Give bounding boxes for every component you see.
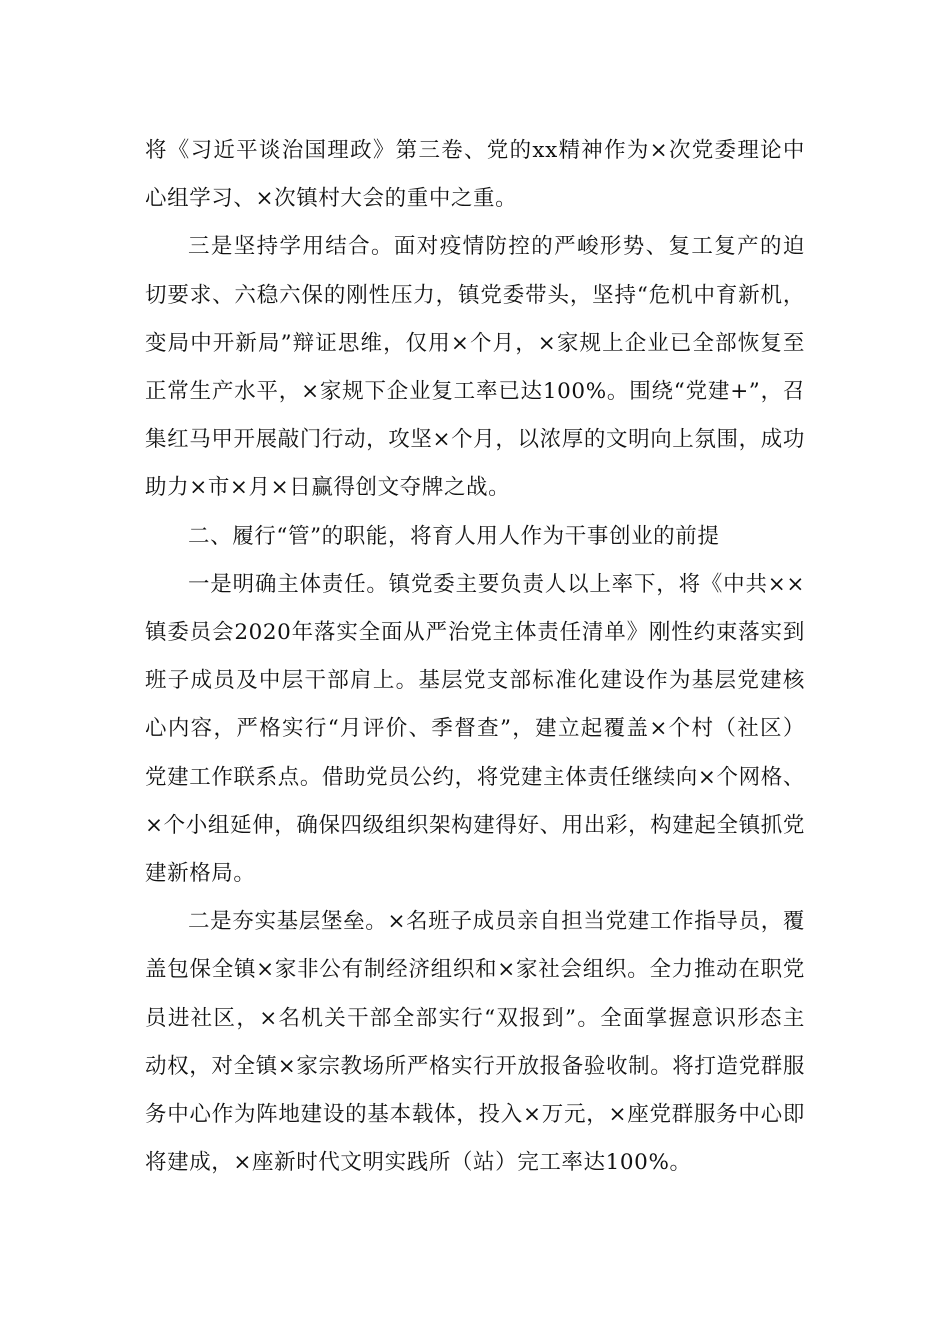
paragraph-grassroots-fortress: 二是夯实基层堡垒。×名班子成员亲自担当党建工作指导员，覆盖包保全镇×家非公有制经济组织和×家社会组织。全力推动在职党员进社区，×名机关干部全部实行“双报到”。全面掌握意识形态主动权，对全镇×家宗教场所严格实行开放报备验收制。将打造党群服务中心作为阵地建设的基本载体，投入×万元，×座党群服务中心即将建成，×座新时代文明实践所（站）完工率达100%。 bbox=[145, 909, 805, 1176]
paragraph-main-responsibility: 一是明确主体责任。镇党委主要负责人以上率下，将《中共××镇委员会2020年落实全面从严治党主体责任清单》刚性约束落实到班子成员及中层干部肩上。基层党支部标准化建设作为基层党建核心内容，严格实行“月评价、季督查”，建立起覆盖×个村（社区）党建工作联系点。借助党员公约，将党建主体责任继续向×个网格、×个小组延伸，确保四级组织架构建得好、用出彩，构建起全镇抓党建新格局。 bbox=[145, 571, 805, 887]
paragraph-continuation: 将《习近平谈治国理政》第三卷、党的xx精神作为×次党委理论中心组学习、×次镇村大会的重中之重。 bbox=[145, 138, 805, 212]
paragraph-study-application: 三是坚持学用结合。面对疫情防控的严峻形势、复工复产的迫切要求、六稳六保的刚性压力，镇党委带头，坚持“危机中育新机，变局中开新局”辩证思维，仅用×个月，×家规上企业已全部恢复至正常生产水平，×家规下企业复工率已达100%。围绕“党建+”，召集红马甲开展敲门行动，攻坚×个月，以浓厚的文明向上氛围，成功助力×市×月×日赢得创文夺牌之战。 bbox=[145, 234, 805, 501]
document-body bbox=[145, 127, 805, 1187]
section-heading-management: 二、履行“管”的职能，将育人用人作为干事创业的前提 bbox=[188, 523, 720, 549]
